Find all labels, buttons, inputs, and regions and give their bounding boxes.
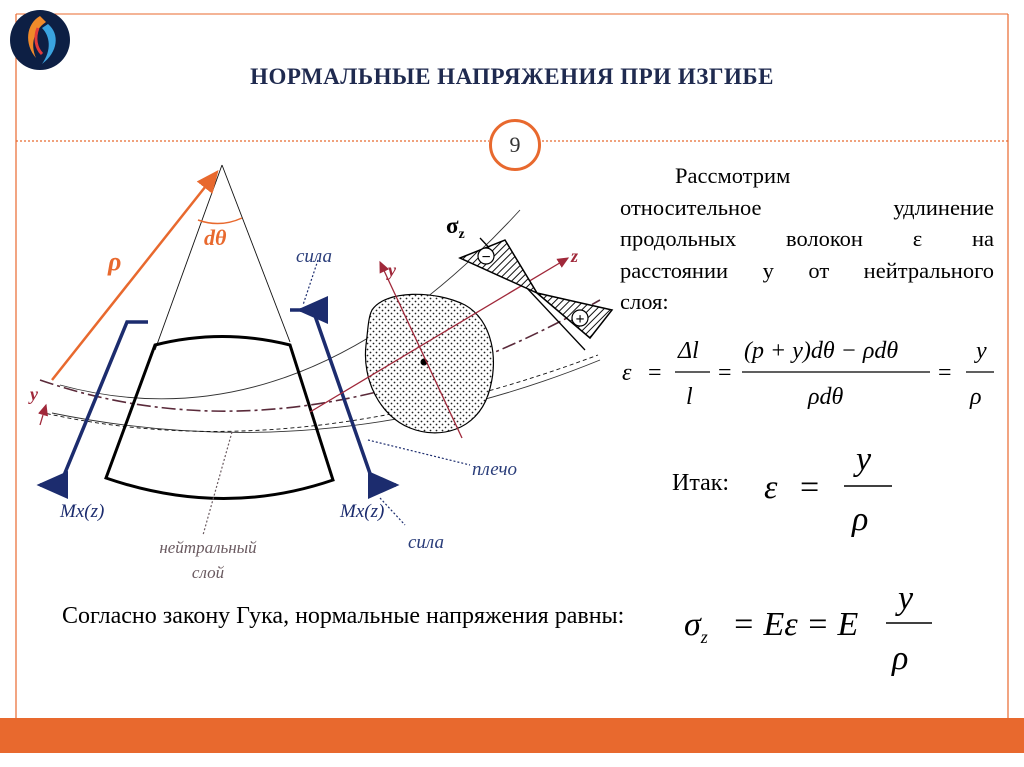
- footer-bar: [0, 718, 1024, 753]
- hooke-formula: [680, 575, 940, 685]
- formula-eps: ε: [622, 360, 632, 386]
- plecho-label: плечо: [472, 459, 518, 480]
- para-line-5: слоя:: [620, 289, 669, 314]
- formula-dl: Δl: [678, 338, 699, 364]
- y-axis-label: y: [388, 260, 396, 280]
- hooke-sigma: $\sigma_z$: [684, 606, 708, 647]
- formula-l: l: [686, 384, 693, 410]
- result-eq: =: [800, 469, 820, 506]
- formula-eq-2: =: [718, 360, 732, 386]
- mx-right-label: Mx(z): [340, 501, 385, 522]
- formula-y: y: [976, 338, 987, 364]
- cross-section-shape: [365, 294, 493, 433]
- dtheta-arc: [198, 218, 242, 224]
- formula-denominator: ρdθ: [808, 384, 844, 410]
- rho-label: ρ: [108, 247, 122, 276]
- formula-rho: ρ: [970, 384, 982, 410]
- strain-formula: [620, 328, 1010, 418]
- mx-left-label: Mx(z): [60, 501, 105, 522]
- page-title: НОРМАЛЬНЫЕ НАПРЯЖЕНИЯ ПРИ ИЗГИБЕ: [250, 64, 774, 89]
- neutral-label-line2: слой: [191, 563, 225, 582]
- leader-neutral: [203, 432, 232, 535]
- radius-line-left: [155, 165, 222, 350]
- result-formula: [760, 440, 910, 540]
- para-line-2: относительное удлинение: [620, 194, 994, 220]
- neutral-axis-line: [40, 300, 600, 411]
- z-axis-label: z: [571, 246, 579, 266]
- rho-arrow: [52, 172, 217, 380]
- stress-compression: [460, 240, 537, 293]
- intro-paragraph: [620, 160, 994, 318]
- hooke-text: Согласно закону Гука, нормальные напряжения равны:: [62, 603, 625, 629]
- itak-label: Итак:: [672, 470, 730, 496]
- plus-sign: +: [575, 311, 585, 328]
- result-rho: ρ: [852, 501, 869, 538]
- formula-eq-3: =: [938, 360, 952, 386]
- hooke-middle: = Eε = E: [732, 606, 859, 643]
- result-eps: ε: [764, 469, 778, 506]
- hooke-rho: ρ: [892, 640, 909, 677]
- fiber-line: [40, 355, 598, 431]
- leader-plecho: [368, 440, 470, 465]
- sila-bottom-label: сила: [408, 532, 444, 553]
- sila-top-label: сила: [296, 246, 332, 267]
- dtheta-label: dθ: [204, 225, 227, 250]
- para-line-1: Рассмотрим: [675, 163, 791, 188]
- page-number-badge: 9: [489, 119, 541, 171]
- sigma-z-label: $\sigma_z$: [446, 213, 465, 242]
- neutral-label-line1: нейтральный: [159, 538, 257, 557]
- formula-numerator: (p + y)dθ − ρdθ: [744, 338, 899, 364]
- para-line-3: продольных волокон ε на: [620, 226, 994, 251]
- y-left-label: y: [30, 384, 38, 404]
- y-left-arrow: [40, 405, 46, 425]
- hooke-y: y: [898, 580, 914, 617]
- radius-line-right: [222, 165, 290, 342]
- beam-bottom-edge: [52, 360, 600, 432]
- minus-sign: −: [481, 249, 491, 266]
- para-line-4: расстоянии y от нейтрального: [620, 257, 994, 283]
- formula-eq-1: =: [648, 360, 662, 386]
- result-y: y: [856, 441, 872, 478]
